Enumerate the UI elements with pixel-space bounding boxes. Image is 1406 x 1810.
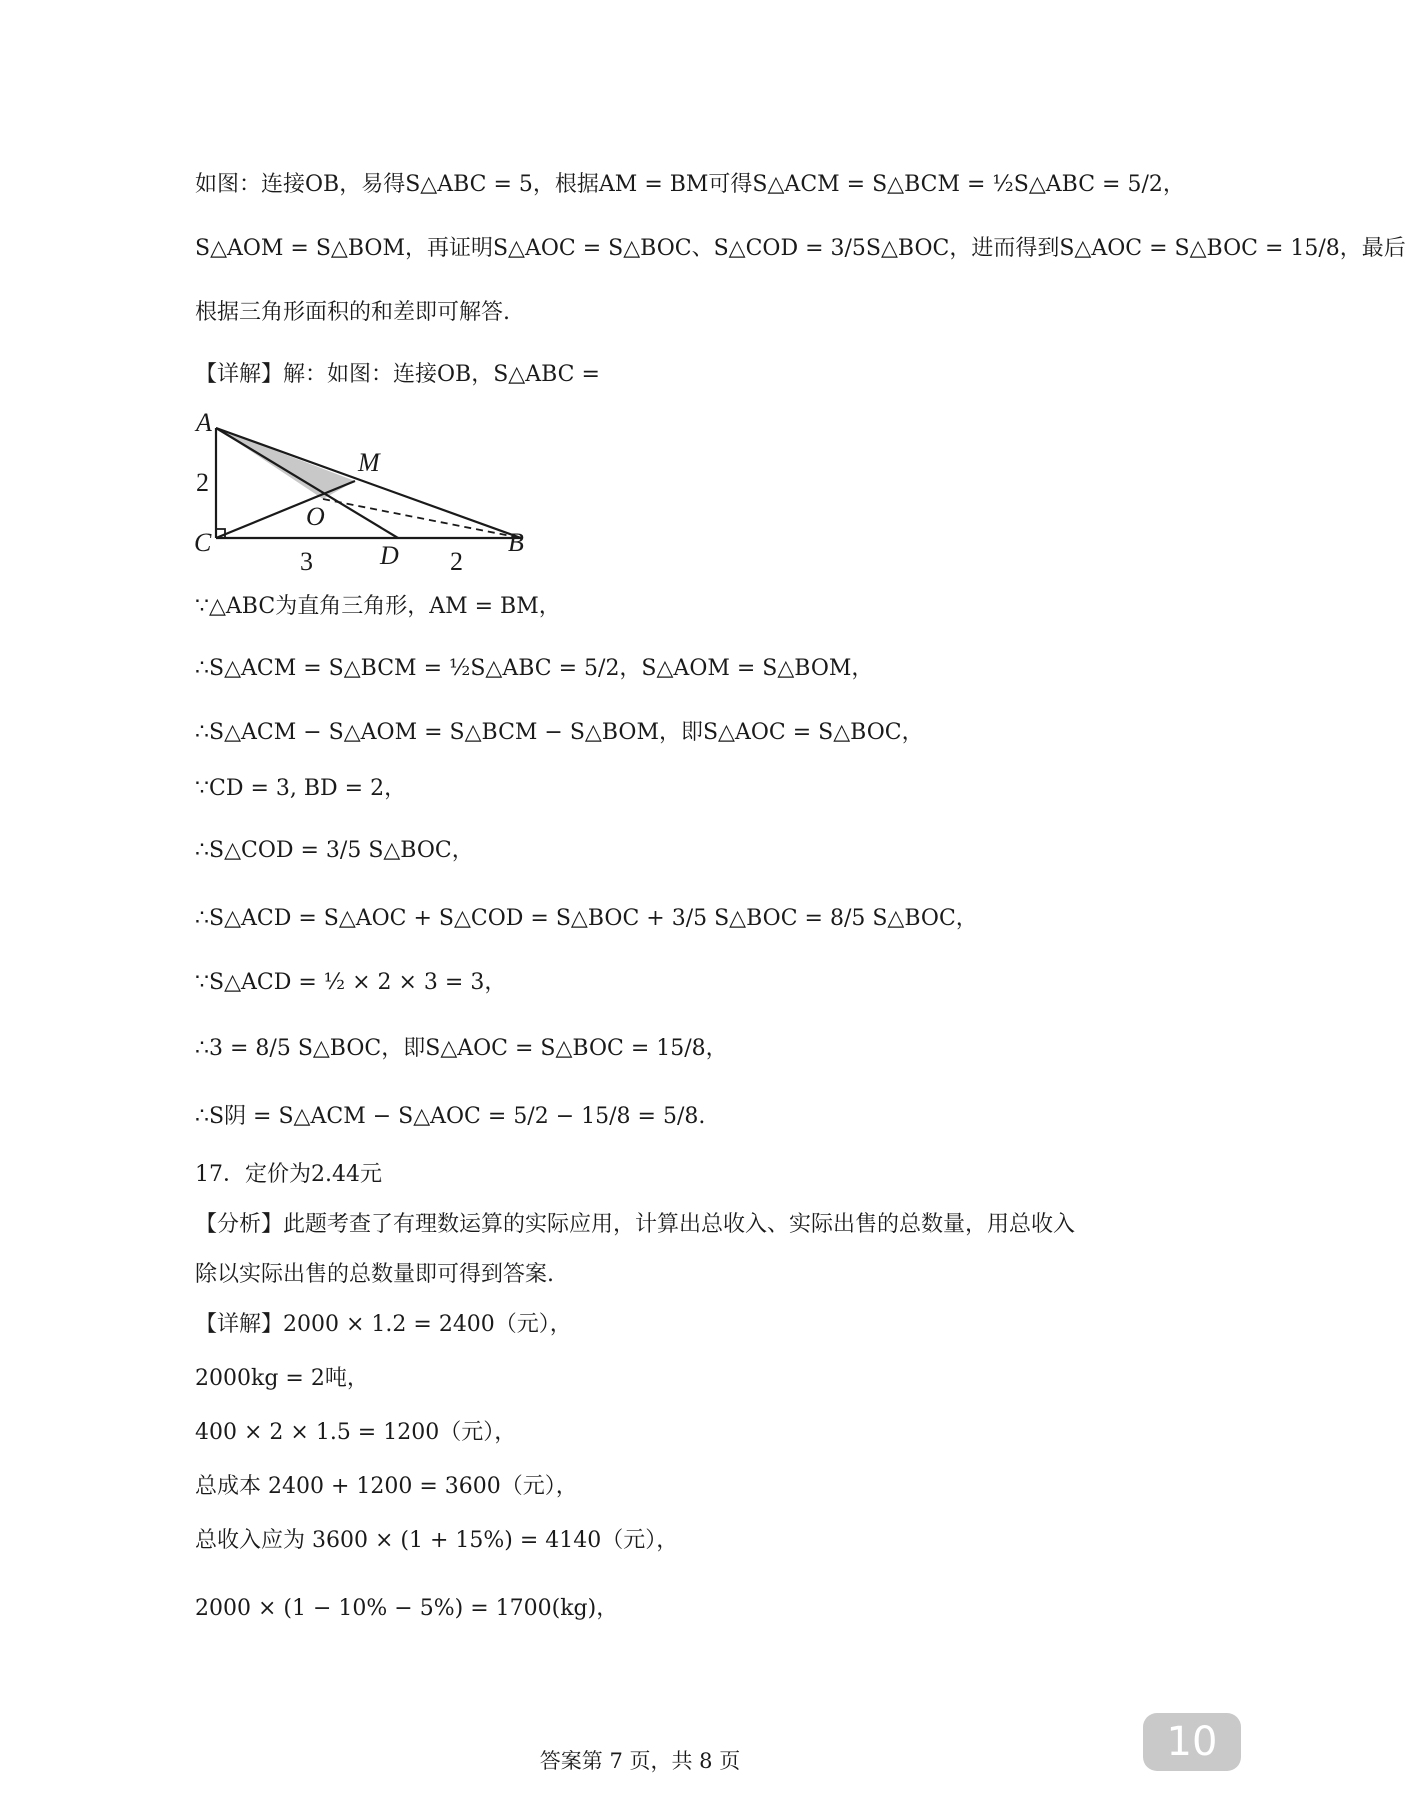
analysis-line-3: 根据三角形面积的和差即可解答. (195, 300, 510, 325)
length-AC: 2 (196, 468, 209, 497)
analysis-line-2: S△AOM = S△BOM，再证明S△AOC = S△BOC、S△COD = 3/5S△BOC，进而得到S△AOC = S△BOC = 15/8，最后 (195, 236, 1406, 261)
length-DB: 2 (450, 547, 463, 576)
label-D: D (380, 541, 399, 570)
triangle-figure (188, 408, 548, 578)
label-A: A (196, 408, 212, 437)
label-M: M (358, 448, 380, 477)
label-B: B (508, 528, 524, 557)
step-8: ∴3 = 8/5 S△BOC，即S△AOC = S△BOC = 15/8， (195, 1036, 728, 1061)
detail-heading: 【详解】解：如图：连接OB，S△ABC = (195, 362, 600, 387)
q17-detail-6: 2000 × (1 − 10% − 5%) = 1700(kg)， (195, 1596, 619, 1621)
step-9: ∴S阴 = S△ACM − S△AOC = 5/2 − 15/8 = 5/8. (195, 1104, 706, 1129)
q17-answer: 17．定价为2.44元 (195, 1162, 382, 1187)
segment-OB-dashed (323, 499, 521, 538)
step-3: ∴S△ACM − S△AOM = S△BCM − S△BOM，即S△AOC = S△BOC， (195, 720, 924, 745)
length-CD: 3 (300, 547, 313, 576)
step-7: ∵S△ACD = ½ × 2 × 3 = 3， (195, 970, 507, 995)
step-6: ∴S△ACD = S△AOC + S△COD = S△BOC + 3/5 S△BOC = 8/5 S△BOC， (195, 906, 978, 931)
step-4: ∵CD = 3, BD = 2， (195, 776, 407, 801)
step-1: ∵△ABC为直角三角形，AM = BM， (195, 594, 561, 619)
q17-detail-2: 2000kg = 2吨， (195, 1366, 369, 1391)
shaded-region (216, 428, 355, 499)
page-footer: 答案第 7 页，共 8 页 (539, 1749, 741, 1773)
q17-detail-1: 【详解】2000 × 1.2 = 2400（元）， (195, 1312, 572, 1337)
segment-CM (216, 481, 355, 538)
label-C: C (194, 528, 212, 557)
label-O: O (306, 502, 325, 531)
analysis-line-1: 如图：连接OB，易得S△ABC = 5，根据AM = BM可得S△ACM = S△BCM = ½S△ABC = 5/2， (195, 172, 1185, 197)
page-number-badge: 10 (1143, 1713, 1241, 1771)
q17-detail-3: 400 × 2 × 1.5 = 1200（元）， (195, 1420, 517, 1445)
q17-detail-5: 总收入应为 3600 × (1 + 15%) = 4140（元）， (195, 1528, 679, 1553)
segment-AB (216, 428, 521, 538)
step-2: ∴S△ACM = S△BCM = ½S△ABC = 5/2，S△AOM = S△BOM， (195, 656, 874, 681)
q17-analysis-line-1: 【分析】此题考查了有理数运算的实际应用，计算出总收入、实际出售的总数量，用总收入 (195, 1212, 1076, 1237)
q17-analysis-line-2: 除以实际出售的总数量即可得到答案. (195, 1262, 554, 1287)
q17-detail-4: 总成本 2400 + 1200 = 3600（元）， (195, 1474, 578, 1499)
step-5: ∴S△COD = 3/5 S△BOC， (195, 838, 474, 863)
